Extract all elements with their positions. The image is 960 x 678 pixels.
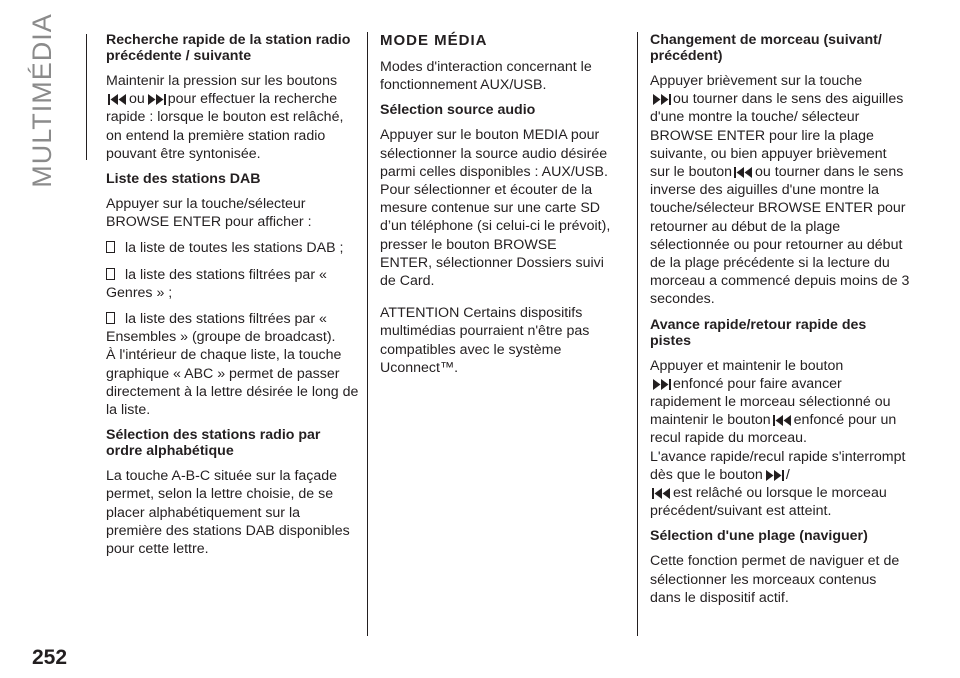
list-item-text-1: la liste de toutes les stations DAB ; — [125, 240, 344, 257]
next-track-icon — [765, 470, 784, 481]
list-item-2 — [106, 266, 359, 302]
column-separator-2 — [637, 32, 638, 636]
paragraph-liste: Appuyer sur la touche/sélecteur BROWSE ENTER pour afficher : — [106, 196, 312, 231]
page-number: 252 — [32, 646, 68, 669]
text-recherche-1: Maintenir la pression sur les boutons — [106, 73, 338, 89]
text-chg-1: Appuyer brièvement sur la touche — [650, 73, 863, 89]
paragraph-avance — [650, 357, 910, 448]
bullet-square-icon — [106, 268, 115, 280]
text-slash: / — [785, 466, 790, 483]
section-title: MULTIMÉDIA — [26, 12, 57, 188]
text-av-3: enfoncé pour un recul rapide du morceau. — [650, 412, 897, 447]
text-av-1: Appuyer et maintenir le bouton — [650, 357, 844, 374]
heading-avance-rapide: Avance rapide/retour rapide des pistes — [650, 316, 867, 349]
paragraph-avance-2 — [650, 448, 910, 521]
heading-liste-dab: Liste des stations DAB — [106, 171, 261, 188]
bullet-square-icon — [106, 312, 115, 324]
paragraph-recherche — [106, 72, 359, 163]
side-divider — [86, 34, 87, 160]
next-track-icon — [652, 94, 671, 105]
paragraph-naviguer: Cette fonction permet de naviguer et de sélectionner les morceaux contenus dans le dispositif actif. — [650, 553, 900, 606]
heading-recherche-rapide: Recherche rapide de la station radio précédente / suivante — [106, 32, 351, 64]
heading-selection-alphabetique: Sélection des stations radio par ordre alphabétique — [106, 427, 321, 460]
heading-selection-plage: Sélection d'une plage (naviguer) — [650, 528, 868, 545]
section-side-label — [6, 12, 78, 188]
column-3 — [650, 32, 910, 615]
paragraph-abc: À l'intérieur de chaque liste, la touche graphique « ABC » permet de passer directement à la lettre désirée le long de la liste. — [106, 347, 359, 419]
previous-track-icon — [652, 488, 671, 499]
paragraph-attention: ATTENTION Certains dispositifs multimédias pourraient n'être pas compatibles avec le système Uconnect™. — [380, 305, 590, 376]
column-2 — [380, 32, 612, 385]
text-recherche-2: pour effectuer la recherche rapide : lorsque le bouton est relâché, on entend la première station radio pouvant être syntonisée. — [106, 91, 344, 162]
list-item-3 — [106, 310, 359, 346]
previous-track-icon — [108, 94, 127, 105]
list-item-1 — [106, 239, 359, 257]
paragraph-selection: La touche A-B-C située sur la façade permet, selon la lettre choisie, de se placer alphabétiquement sur la première des stations DAB disponibles pour cette lettre. — [106, 468, 350, 558]
next-track-icon — [147, 94, 166, 105]
paragraph-source: Appuyer sur le bouton MEDIA pour sélectionner la source audio désirée parmi celles disponibles : AUX/USB. Pour sélectionner et écouter de la mesure contenue sur une carte SD d’un téléphone (si celui-ci le prévoit), presser le bouton BROWSE ENTER, sélectionner Dossiers suivi de Card. — [380, 127, 611, 290]
bullet-square-icon — [106, 241, 115, 253]
text-chg-3: ou tourner dans le sens inverse des aiguilles d'une montre la touche/sélecteur BROWSE ENTER pour retourner au début de la plage sélectionnée ou pour retourner au début de la plage précédente si la lecture du morceau a commencé depuis moins de 3 secondes. — [650, 164, 910, 308]
text-chg-2: ou tourner dans le sens des aiguilles d'une montre la touche/ sélecteur BROWSE ENTER pour lire la plage suivante, ou bien appuyer brièvement sur le bouton — [650, 91, 904, 181]
heading-mode-media: MODE MÉDIA — [380, 32, 488, 49]
column-1 — [106, 32, 359, 566]
list-item-text-2: la liste des stations filtrées par « Genres » ; — [106, 266, 327, 301]
text-av-5: est relâché ou lorsque le morceau précédent/suivant est atteint. — [650, 485, 887, 520]
text-ou: ou — [129, 91, 145, 108]
column-separator-1 — [367, 32, 368, 636]
previous-track-icon — [773, 415, 792, 426]
text-av-2: enfoncé pour faire avancer rapidement le morceau sélectionné ou maintenir le bouton — [650, 375, 891, 429]
paragraph-mode: Modes d'interaction concernant le fonctionnement AUX/USB. — [380, 59, 592, 94]
paragraph-changement — [650, 72, 910, 309]
next-track-icon — [652, 379, 671, 390]
list-item-text-3: la liste des stations filtrées par « Ensembles » (groupe de broadcast). — [106, 311, 336, 346]
text-av-4: L'avance rapide/recul rapide s'interrompt dès que le bouton — [650, 448, 906, 483]
heading-changement-morceau: Changement de morceau (suivant/ précédent) — [650, 32, 882, 64]
heading-source-audio: Sélection source audio — [380, 102, 536, 119]
previous-track-icon — [734, 167, 753, 178]
